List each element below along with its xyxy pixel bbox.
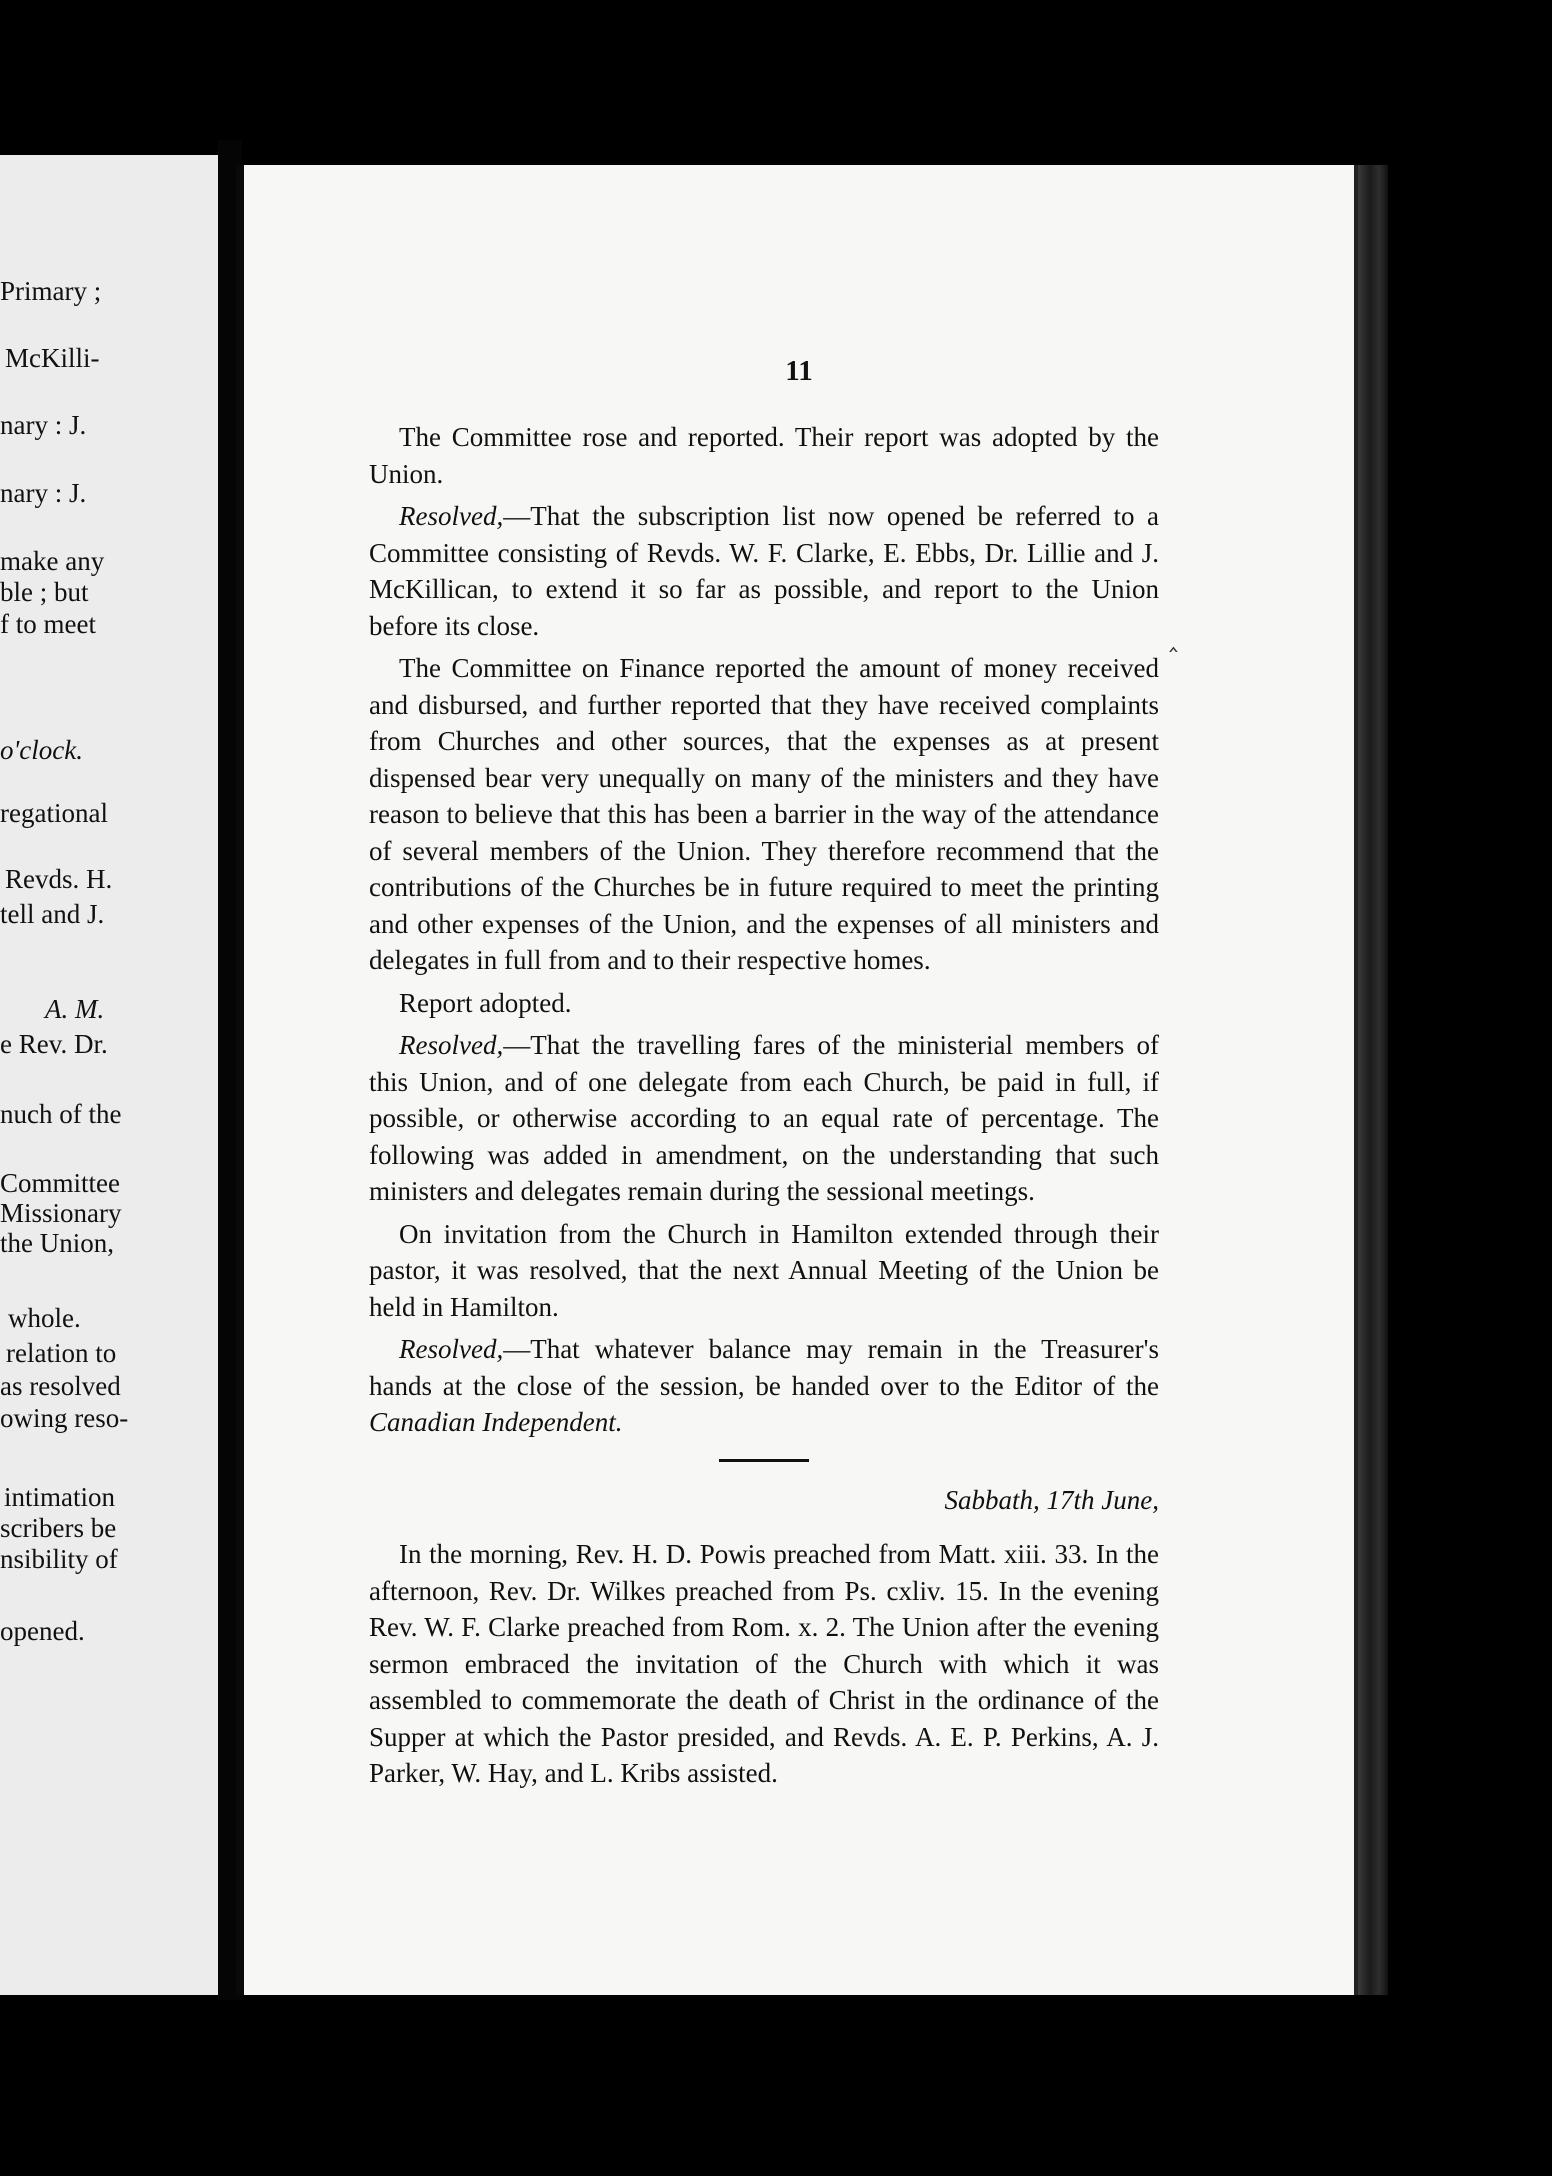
facing-page-line: Revds. H. <box>5 864 113 894</box>
facing-page-line: whole. <box>8 1303 81 1333</box>
facing-page-line: owing reso- <box>0 1403 129 1433</box>
paragraph: The Committee rose and reported. Their report was adopted by the Union. <box>369 422 1159 489</box>
facing-page-line: relation to <box>6 1338 117 1368</box>
paragraph: The Committee on Finance reported the amount of money received and disbursed, and further reported that they have received complaints from Churches and other sources, that the expenses as at present dispensed bear very unequally on many of the ministers and they have reason to believe that this has been a barrier in the way of the attendance of several members of the Union. They therefore recommend that the contributions of the Churches be in future required to meet the printing and other expenses of the Union, and the expenses of all ministers and delegates in full from and to their respective homes. <box>369 653 1159 975</box>
facing-page-line: nuch of the <box>0 1099 122 1129</box>
facing-page-line: Primary ; <box>0 276 102 306</box>
facing-page-line: nary : J. <box>0 478 87 508</box>
facing-page-line: Committee <box>0 1168 120 1198</box>
facing-page-line: McKilli- <box>5 343 100 373</box>
facing-page-line: regational <box>0 798 108 828</box>
paragraph-final-resolution: Resolved,—That whatever balance may remain in the Treasurer's hands at the close of the session, be handed over to the Editor of the Canadian Independent. <box>369 1334 1159 1437</box>
page-body <box>369 419 1159 1798</box>
page-number: 11 <box>785 355 813 387</box>
paragraph: Resolved,—That the subscription list now opened be referred to a Committee consisting of Revds. W. F. Clarke, E. Ebbs, Dr. Lillie and J. McKillican, to extend it so far as possible, and report to the Union before its close. <box>369 501 1159 641</box>
facing-page-line: scribers be <box>0 1513 117 1543</box>
facing-page-line: nary : J. <box>0 410 87 440</box>
page-stack-edge <box>1358 165 1388 1995</box>
periodical-title: Canadian Independent. <box>369 1407 623 1437</box>
facing-page-line: make any <box>0 546 105 576</box>
facing-page-line: o'clock. <box>0 735 83 765</box>
caret-mark-icon: ‸ <box>1169 623 1178 652</box>
facing-page-line: f to meet <box>0 609 96 639</box>
facing-page-line: tell and J. <box>0 899 105 929</box>
facing-page-line: nsibility of <box>0 1544 118 1574</box>
facing-page <box>0 155 218 1995</box>
facing-page-line: the Union, <box>0 1228 114 1258</box>
paragraph: On invitation from the Church in Hamilton extended through their pastor, it was resolved, that the next Annual Meeting of the Union be held in Hamilton. <box>369 1218 1159 1322</box>
facing-page-line: opened. <box>0 1616 85 1646</box>
facing-page-line: e Rev. Dr. <box>0 1029 108 1059</box>
section-divider <box>719 1459 809 1462</box>
facing-page-line: Missionary <box>0 1198 122 1228</box>
facing-page-line: as resolved <box>0 1371 121 1401</box>
facing-page-line: intimation <box>4 1482 115 1512</box>
paragraph-sabbath: In the morning, Rev. H. D. Powis preached from Matt. xiii. 33. In the afternoon, Rev. Dr. Wilkes preached from Ps. cxliv. 15. In the evening Rev. W. F. Clarke preached from Rom. x. 2. The Union after the evening sermon embraced the invitation of the Church with which it was assembled to commemorate the death of Christ in the ordinance of the Supper at which the Pastor presided, and Revds. A. E. P. Perkins, A. J. Parker, W. Hay, and L. Kribs assisted. <box>369 1539 1159 1788</box>
book-page <box>236 165 1358 1995</box>
date-heading: Sabbath, 17th June, <box>944 1484 1159 1515</box>
facing-page-line: A. M. <box>45 994 105 1024</box>
paragraph: Report adopted. <box>399 987 572 1018</box>
facing-page-line: ble ; but <box>0 577 89 607</box>
paragraph: Resolved,—That the travelling fares of the ministerial members of this Union, and of one delegate from each Church, be paid in full, if possible, or otherwise according to an equal rate of percentage. The following was added in amendment, on the understanding that such ministers and delegates remain during the sessional meetings. <box>369 1030 1159 1206</box>
